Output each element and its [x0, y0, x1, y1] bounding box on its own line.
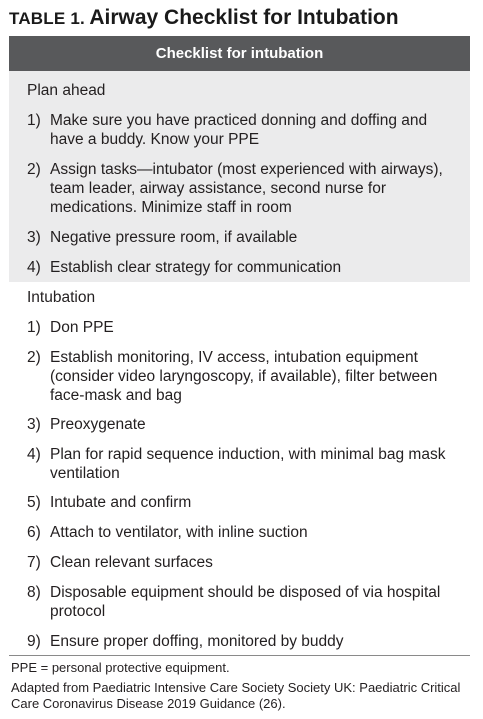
table-bottom-rule	[9, 655, 470, 656]
item-number: 1)	[27, 319, 41, 336]
table-title-text: Airway Checklist for Intubation	[89, 6, 399, 29]
list-item	[27, 553, 463, 572]
item-number: 8)	[27, 584, 41, 601]
list-item	[27, 111, 463, 149]
section-label-intubation: Intubation	[27, 289, 96, 306]
item-text: Intubate and confirm	[50, 494, 192, 511]
item-text: Attach to ventilator, with inline suction	[50, 524, 308, 541]
item-number: 5)	[27, 494, 41, 511]
table-header: Checklist for intubation	[9, 36, 470, 71]
item-text: Disposable equipment should be disposed of via hospital protocol	[50, 584, 441, 620]
list-item	[27, 228, 463, 247]
item-text: Make sure you have practiced donning and doffing and have a buddy. Know your PPE	[50, 112, 428, 148]
table-title	[9, 6, 399, 30]
item-text: Clean relevant surfaces	[50, 554, 213, 571]
table-number: TABLE 1.	[9, 9, 85, 28]
item-text: Establish clear strategy for communication	[50, 259, 342, 276]
list-item	[27, 258, 463, 277]
footnote-abbreviation: PPE = personal protective equipment.	[11, 660, 230, 675]
list-item	[27, 523, 463, 542]
section-label-plan-ahead: Plan ahead	[27, 82, 106, 99]
item-number: 3)	[27, 416, 41, 433]
item-number: 3)	[27, 229, 41, 246]
list-item	[27, 415, 463, 434]
item-number: 6)	[27, 524, 41, 541]
item-text: Plan for rapid sequence induction, with minimal bag mask ventilation	[50, 446, 446, 482]
footnote-source: Adapted from Paediatric Intensive Care Society Society UK: Paediatric Critical Care Coronavirus Disease 2019 Guidance (26).	[11, 680, 461, 711]
list-item	[27, 493, 463, 512]
item-number: 2)	[27, 349, 41, 366]
list-item	[27, 348, 463, 405]
item-text: Assign tasks—intubator (most experienced with airways), team leader, airway assistance, second nurse for medications. Minimize staff in room	[50, 161, 443, 216]
item-number: 2)	[27, 161, 41, 178]
item-text: Don PPE	[50, 319, 114, 336]
item-number: 9)	[27, 633, 41, 650]
item-text: Ensure proper doffing, monitored by buddy	[50, 633, 344, 650]
item-number: 7)	[27, 554, 41, 571]
item-text: Negative pressure room, if available	[50, 229, 298, 246]
list-item	[27, 318, 463, 337]
item-number: 1)	[27, 112, 41, 129]
item-number: 4)	[27, 259, 41, 276]
item-text: Preoxygenate	[50, 416, 146, 433]
list-item	[27, 583, 463, 621]
list-item	[27, 445, 463, 483]
list-item	[27, 160, 463, 217]
item-text: Establish monitoring, IV access, intubation equipment (consider video laryngoscopy, if available), filter between face-mask and bag	[50, 349, 438, 404]
list-item	[27, 632, 463, 651]
item-number: 4)	[27, 446, 41, 463]
